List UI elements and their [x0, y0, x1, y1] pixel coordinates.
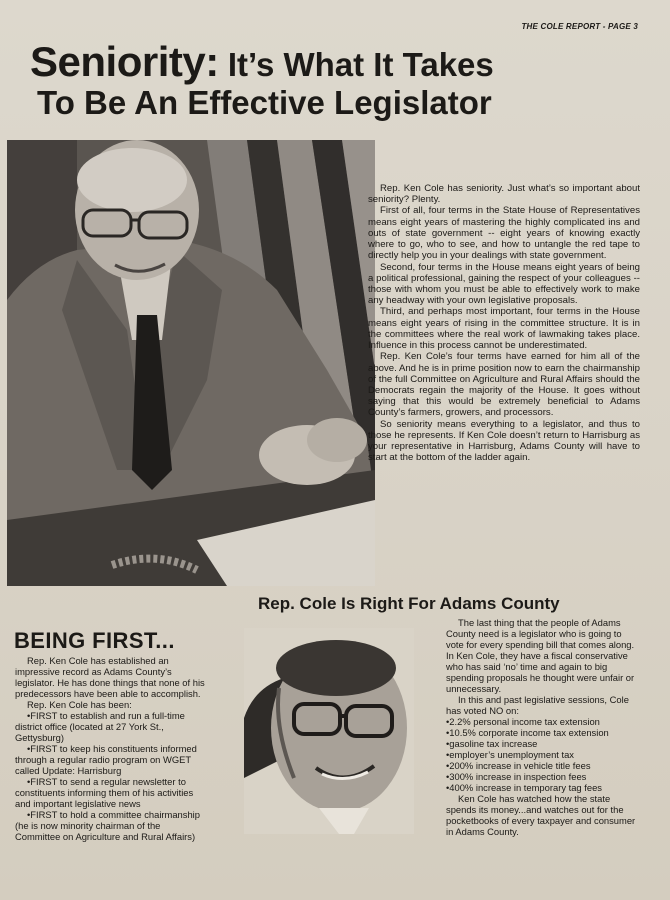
being-first-item: •FIRST to establish and run a full-time district office (located at 27 York St., Gettysburg) — [15, 710, 185, 743]
main-article — [368, 183, 640, 463]
main-article-paragraph: So seniority means everything to a legislator, and thus to those he represents. If Ken Cole doesn’t return to Harrisburg as your representative in Harrisburg, Adams County will have to start at the bottom of the ladder again. — [368, 418, 640, 464]
voted-no-item: •2.2% personal income tax extension — [446, 716, 600, 727]
legislator-desk-photo — [7, 140, 375, 586]
being-first-title: BEING FIRST... — [14, 628, 175, 653]
headline-word-seniority: Seniority: — [30, 38, 219, 85]
voted-no-item: •gasoline tax increase — [446, 738, 538, 749]
voted-no-item: •400% increase in temporary tag fees — [446, 782, 602, 793]
being-first-intro: Rep. Ken Cole has established an impressive record as Adams County’s legislator. He has done things that none of his predecessors have been able to accomplish. — [15, 655, 205, 699]
legislator-portrait-photo — [244, 628, 414, 834]
page-label: THE COLE REPORT - PAGE 3 — [521, 22, 638, 31]
main-article-paragraph: Third, and perhaps most important, four terms in the House means eight years of rising in the committee structure. It is in the committees where the real work of lawmaking takes place. Influence in this process cannot be underestimated. — [368, 306, 640, 352]
voted-no-item: •300% increase in inspection fees — [446, 771, 587, 782]
voted-no-item: •200% increase in vehicle title fees — [446, 760, 591, 771]
main-article-paragraph: First of all, four terms in the State House of Representatives means eight years of mastering the highly complicated ins and outs of state government -- eight years of knowing exactly where to go, who to see, and how to untangle the red tape to directly help you in your dealings with state government. — [368, 205, 640, 262]
section-subhead: Rep. Cole Is Right For Adams County — [258, 594, 560, 613]
voted-no-item: •employer’s unemployment tax — [446, 749, 574, 760]
being-first-item: •FIRST to keep his constituents informed through a regular radio program on WGET called Update: Harrisburg — [15, 743, 197, 776]
portrait-illustration — [244, 628, 414, 834]
headline-line2: To Be An Effective Legislator — [37, 84, 492, 122]
fiscal-article-paragraph: The last thing that the people of Adams County need is a legislator who is going to vote for every spending bill that comes along. In Ken Cole, they have a fiscal conservative who has said ‘no’ time and again to big spending proposals he thought were unfair or unnecessary. — [446, 617, 635, 694]
main-article-paragraph: Rep. Ken Cole’s four terms have earned for him all of the above. And he is in prime position now to earn the chairmanship of the full Committee on Agriculture and Rural Affairs should the Democrats regain the majority of the House. It goes without saying that this would be extremely beneficial to Adams County’s farmers, growers, and processors. — [368, 351, 640, 419]
headline — [30, 38, 650, 122]
being-first-column — [15, 655, 205, 842]
main-article-paragraph: Second, four terms in the House means eight years of being a political professional, gaining the respect of your colleagues -- those with whom you must be able to effectively work to make any headway with your own legislative proposals. — [368, 261, 640, 307]
fiscal-article-closing: Ken Cole has watched how the state spends its money...and watches out for the pocketbooks of every taxpayer and consumer in Adams County. — [446, 793, 636, 837]
being-first-item: •FIRST to hold a committee chairmanship (he is now minority chairman of the Committee on Agriculture and Rural Affairs) — [15, 809, 200, 842]
being-first-lead: Rep. Ken Cole has been: — [27, 699, 132, 710]
fiscal-article — [446, 617, 640, 837]
main-article-paragraph: Rep. Ken Cole has seniority. Just what’s so important about seniority? Plenty. — [368, 183, 640, 206]
desk-photo-illustration — [7, 140, 375, 586]
voted-no-item: •10.5% corporate income tax extension — [446, 727, 609, 738]
headline-line1-rest: It’s What It Takes — [218, 46, 494, 83]
fiscal-article-paragraph: In this and past legislative sessions, Cole has voted NO on: — [446, 694, 629, 716]
being-first-item: •FIRST to send a regular newsletter to constituents informing them of his activities and important legislative news — [15, 776, 194, 809]
